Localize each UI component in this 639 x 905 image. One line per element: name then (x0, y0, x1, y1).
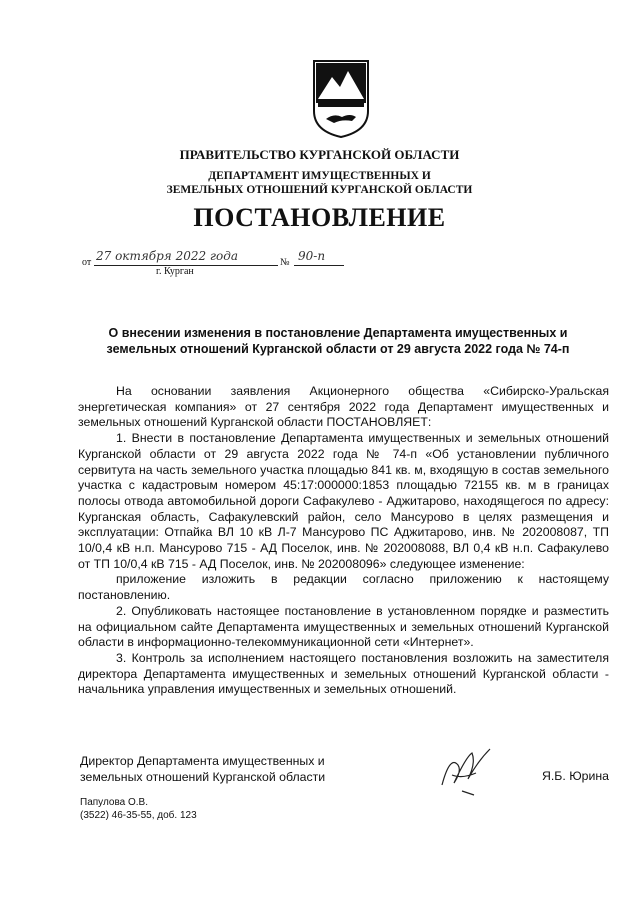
subject-line-1: О внесении изменения в постановление Департамента имущественных и (108, 326, 568, 340)
body-paragraph-3: приложение изложить в редакции согласно приложению к настоящему постановлению. (78, 572, 609, 603)
date-value: 27 октября 2022 года (96, 249, 238, 263)
number-prefix: № (280, 257, 290, 268)
signatory-position (80, 753, 325, 785)
government-title: ПРАВИТЕЛЬСТВО КУРГАНСКОЙ ОБЛАСТИ (179, 147, 460, 162)
subject-line-2: земельных отношений Курганской области от 29 августа 2022 года № 74-п (106, 342, 570, 356)
city: г. Курган (156, 266, 194, 277)
body-paragraph-2: 1. Внести в постановление Департамента имущественных и земельных отношений Курганской области от 29 августа 2022 года № 74-п «Об установлении публичного сервитута на часть земельного участка площадью 841 кв. м, входящую в состав земельного участка с кадастровым номером 45:17:000000:1853 площадью 72155 кв. м в границах полосы отвода автомобильной дороги Сафакулево - Аджитарово, находящегося по адресу: Курганская область, Сафакулевский район, село Мансурово в целях размещения и эксплуатации: Отпайка ВЛ 10 кВ Л-7 Мансурово ПС Аджитарово, инв. № 202008087, ТП 10/0,4 кВ н.п. Мансурово 715 - АД Поселок, инв. № 202008088, ВЛ 0,4 кВ н.п. Сафакулево от ТП 10/0,4 кВ 715 - АД Поселок, инв. № 202008096» следующее изменение: (78, 431, 609, 571)
department-title (0, 169, 639, 197)
executor-info (80, 796, 197, 822)
body-paragraph-4: 2. Опубликовать настоящее постановление в установленном порядке и разместить на официальном сайте Департамента имущественных и земельных отношений Курганской области в информационно-телекоммуникационной сети «Интернет». (78, 603, 609, 650)
coat-of-arms-emblem (312, 59, 370, 139)
document-type-title: ПОСТАНОВЛЕНИЕ (193, 203, 446, 232)
document-body (78, 384, 609, 698)
department-line-1: ДЕПАРТАМЕНТ ИМУЩЕСТВЕННЫХ И (208, 170, 431, 182)
number-value: 90-п (298, 249, 326, 263)
signatory-name: Я.Б. Юрина (542, 769, 609, 783)
date-field (94, 250, 278, 266)
executor-phone: (3522) 46-35-55, доб. 123 (80, 810, 197, 821)
date-prefix: от (82, 257, 92, 268)
signatory-position-line-2: земельных отношений Курганской области (80, 770, 326, 784)
body-paragraph-5: 3. Контроль за исполнением настоящего постановления возложить на заместителя директора Департамента имущественных и земельных отношений Курганской области - начальника управления имущественных и земельных отношений. (78, 650, 609, 697)
department-line-2: ЗЕМЕЛЬНЫХ ОТНОШЕНИЙ КУРГАНСКОЙ ОБЛАСТИ (166, 184, 473, 196)
body-paragraph-1: На основании заявления Акционерного общества «Сибирско-Уральская энергетическая компания» от 27 сентября 2022 года Департамент имущественных и земельных отношений Курганской области ПОСТАНОВЛЯЕТ: (78, 384, 609, 430)
date-number-line (82, 250, 382, 270)
signatory-position-line-1: Директор Департамента имущественных и (80, 754, 325, 768)
handwritten-signature (432, 735, 500, 803)
document-subject (78, 325, 598, 357)
number-field (294, 250, 344, 266)
executor-name: Папулова О.В. (80, 797, 148, 808)
